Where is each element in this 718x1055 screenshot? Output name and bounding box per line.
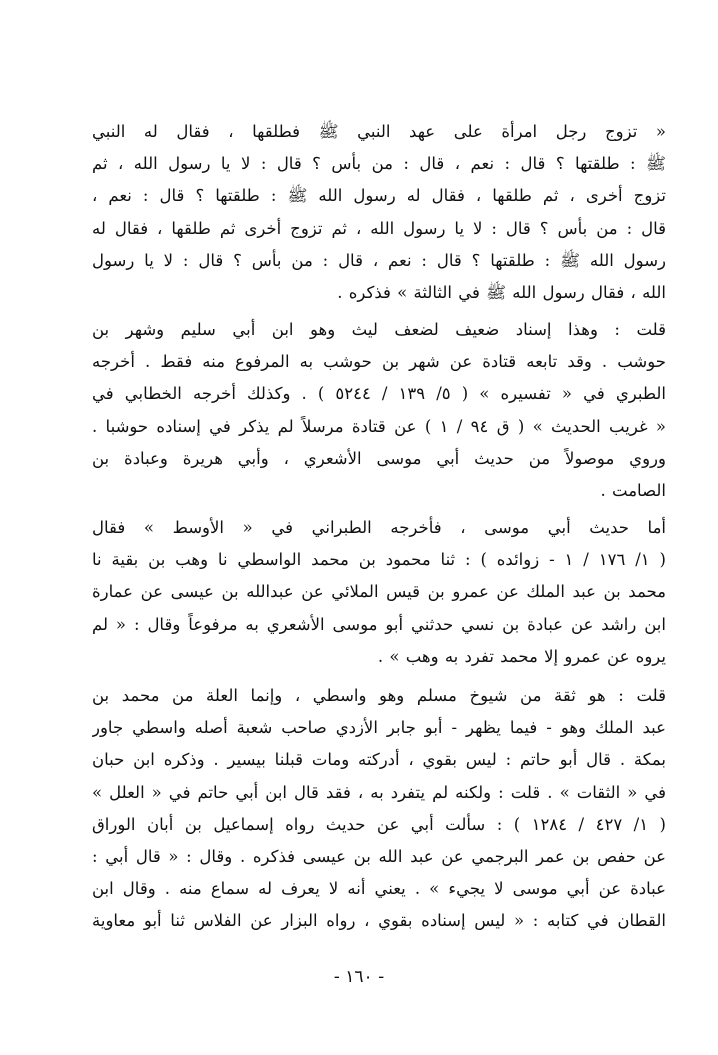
text-line: تزوج أخرى ، ثم طلقها ، فقال له رسول الله ﷺ : طلقتها ؟ قال : نعم ،: [92, 186, 666, 206]
text-line: في « الثقات » . قلت : ولكنه لم يتفرد به ، فقد قال ابن أبي حاتم في « العلل »: [92, 782, 666, 802]
text-line: يروه عن عمرو إلا محمد تفرد به وهب » .: [377, 646, 666, 666]
text-line: محمد بن عبد الملك عن عمرو بن قيس الملائي عن عبدالله بن عيسى عن عمارة: [92, 582, 666, 602]
text-line: بمكة . قال أبو حاتم : ليس بقوي ، أدركته ومات قبلنا بيسير . وذكره ابن حبان: [92, 750, 666, 770]
text-line: قلت : هو ثقة من شيوخ مسلم وهو واسطي ، وإنما العلة من محمد بن: [92, 686, 666, 705]
text-line: ( ١/ ١٧٦ / ١ - زوائده ) : ثنا محمود بن محمد الواسطي نا وهب بن بقية نا: [92, 550, 666, 570]
text-line: حوشب . وقد تابعه قتادة عن شهر بن حوشب به المرفوع منه فقط . أخرجه: [92, 352, 666, 372]
text-line: أما حديث أبي موسى ، فأخرجه الطبراني في « الأوسط » فقال: [92, 518, 666, 537]
paragraph-hadith-text: [92, 116, 666, 309]
paragraph-isnad-weakness: [92, 314, 666, 507]
text-line: ( ١/ ٤٢٧ / ١٢٨٤ ) : سألت أبي عن حديث رواه إسماعيل بن أبان الوراق: [92, 814, 666, 834]
text-line: عبد الملك وهو - فيما يظهر - أبو جابر الأزدي صاحب شعبة أصله واسطي جاور: [92, 718, 666, 738]
text-line: ﷺ : طلقتها ؟ قال : نعم ، قال : من بأس ؟ قال : لا يا رسول الله ، ثم: [92, 154, 666, 174]
text-line: وروي موصولاً من حديث أبي موسى الأشعري ، وأبي هريرة وعبادة بن: [92, 448, 666, 468]
paragraph-abu-musa-hadith: [92, 512, 666, 673]
text-line: القطان في كتابه : « ليس إسناده بقوي ، رواه البزار عن الفلاس ثنا أبو معاوية: [92, 911, 666, 931]
text-line: رسول الله ﷺ : طلقتها ؟ قال : نعم ، قال : من بأس ؟ قال : لا يا رسول: [92, 250, 666, 270]
text-line: الله ، فقال رسول الله ﷺ في الثالثة » فذكره .: [337, 283, 666, 303]
text-line: قال : من بأس ؟ قال : لا يا رسول الله ، ثم تزوج أخرى ثم طلقها ، فقال له: [92, 218, 666, 238]
text-line: عبادة عن أبي موسى لا يجيء » . يعني أنه لا يعرف له سماع منه . وقال ابن: [92, 879, 666, 899]
text-line: الطبري في « تفسيره » ( ٥/ ١٣٩ / ٥٢٤٤ ) . وكذلك أخرجه الخطابي في: [92, 384, 666, 404]
text-line: « غريب الحديث » ( ق ٩٤ / ١ ) عن قتادة مرسلاً لم يذكر في إسناده حوشبا .: [92, 416, 666, 436]
text-line: الصامت .: [600, 481, 666, 501]
text-line: ابن راشد عن عبادة بن نسي حدثني أبو موسى الأشعري به مرفوعاً وقال : « لم: [92, 614, 666, 634]
paragraph-illa-discussion: [92, 680, 666, 938]
text-line: « تزوج رجل امرأة على عهد النبي ﷺ فطلقها ، فقال له النبي: [92, 122, 666, 141]
page-number: - ١٦٠ -: [333, 967, 385, 987]
text-line: عن حفص بن عمر البرجمي عن عبد الله بن عيسى فذكره . وقال : « قال أبي :: [92, 847, 666, 867]
text-line: قلت : وهذا إسناد ضعيف لضعف ليث وهو ابن أبي سليم وشهر بن: [92, 320, 666, 339]
